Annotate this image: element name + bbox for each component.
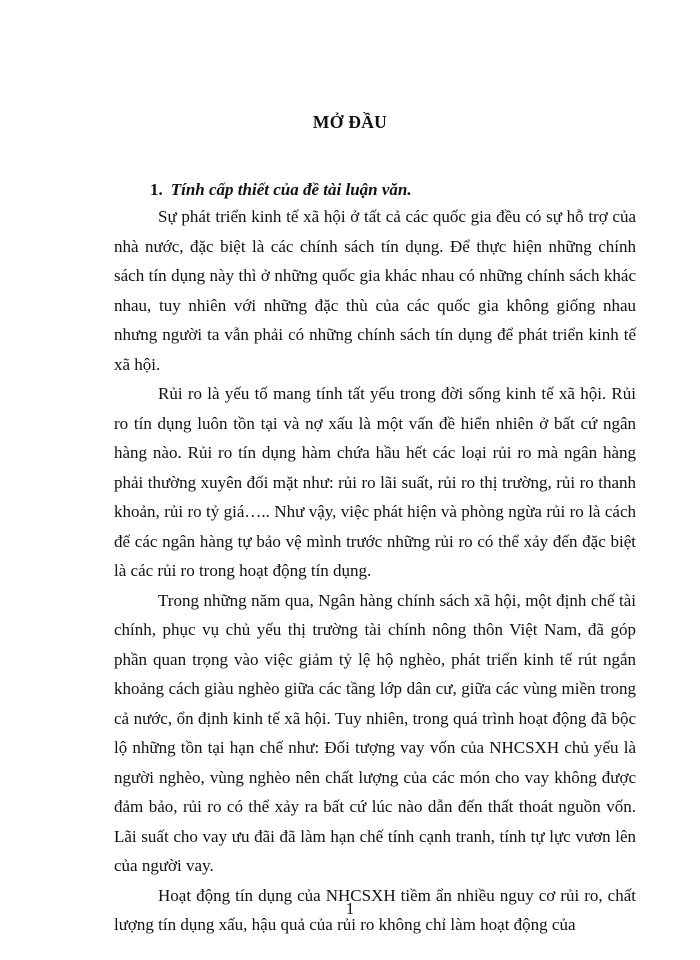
body-text xyxy=(114,202,636,940)
paragraph: Sự phát triển kinh tế xã hội ở tất cả các quốc gia đều có sự hỗ trợ của nhà nước, đặc biệt là các chính sách tín dụng. Để thực hiện những chính sách tín dụng này thì ở những quốc gia khác nhau có những chính sách khác nhau, tuy nhiên với những đặc thù của các quốc gia không giống nhau nhưng người ta vẫn phải có những chính sách tín dụng để phát triển kinh tế xã hội. xyxy=(114,207,636,374)
section-heading xyxy=(150,180,412,200)
paragraph: Rủi ro là yếu tố mang tính tất yếu trong đời sống kinh tế xã hội. Rủi ro tín dụng luôn tồn tại và nợ xấu là một vấn đề hiển nhiên ở bất cứ ngân hàng nào. Rủi ro tín dụng hàm chứa hầu hết các loại rủi ro mà ngân hàng phải thường xuyên đối mặt như: rủi ro lãi suất, rủi ro thị trường, rủi ro thanh khoản, rủi ro tỷ giá….. Như vậy, việc phát hiện và phòng ngừa rủi ro là cách để các ngân hàng tự bảo vệ mình trước những rủi ro có thể xảy đến đặc biệt là các rủi ro trong hoạt động tín dụng. xyxy=(114,384,636,580)
paragraph: Trong những năm qua, Ngân hàng chính sách xã hội, một định chế tài chính, phục vụ chủ yếu thị trường tài chính nông thôn Việt Nam, đã góp phần quan trọng vào việc giảm tỷ lệ hộ nghèo, phát triển kinh tế rút ngắn khoảng cách giàu nghèo giữa các tầng lớp dân cư, giữa các vùng miền trong cả nước, ổn định kinh tế xã hội. Tuy nhiên, trong quá trình hoạt động đã bộc lộ những tồn tại hạn chế như: Đối tượng vay vốn của NHCSXH chủ yếu là người nghèo, vùng nghèo nên chất lượng của các món cho vay không được đảm bảo, rủi ro có thể xảy ra bất cứ lúc nào dẫn đến thất thoát nguồn vốn. Lãi suất cho vay ưu đãi đã làm hạn chế tính cạnh tranh, tính tự lực vươn lên của người vay. xyxy=(114,590,636,875)
paragraph: Hoạt động tín dụng của NHCSXH tiềm ẩn nhiều nguy cơ rủi ro, chất lượng tín dụng xấu, hậu quả của rủi ro không chỉ làm hoạt động của xyxy=(114,885,636,934)
page-title: MỞ ĐẦU xyxy=(312,112,388,132)
section-title: Tính cấp thiết của đề tài luận văn. xyxy=(170,180,412,199)
section-number: 1. xyxy=(150,180,163,199)
page-number: 1 xyxy=(345,899,355,918)
